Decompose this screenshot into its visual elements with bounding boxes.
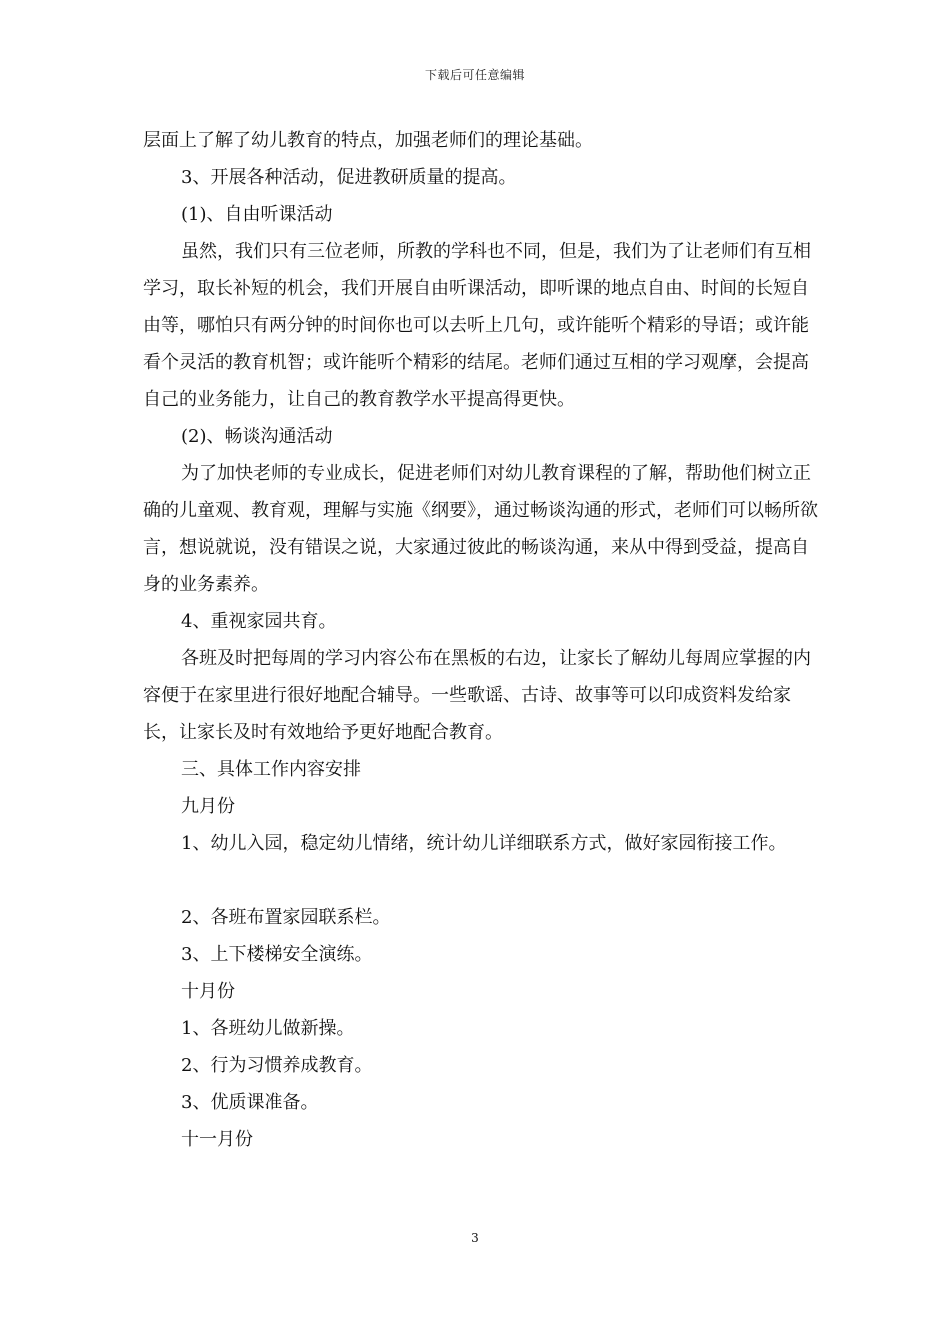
list-item-october-3: 3、优质课准备。 [181,1092,319,1113]
section-heading-home-school: 4、重视家园共育。 [181,611,337,632]
blank-line [143,862,823,899]
paragraph-continuation: 层面上了解了幼儿教育的特点，加强老师们的理论基础。 [143,130,593,151]
month-heading-november: 十一月份 [181,1129,253,1150]
list-item-september-3: 3、上下楼梯安全演练。 [181,944,373,965]
list-item-september-2: 2、各班布置家园联系栏。 [181,907,391,928]
paragraph-communication: 为了加快老师的专业成长，促进老师们对幼儿教育课程的了解，帮助他们树立正确的儿童观、教育观，理解与实施《纲要》，通过畅谈沟通的形式，老师们可以畅所欲言，想说就说，没有错误之说，大家通过彼此的畅谈沟通，来从中得到受益，提高自身的业务素养。 [143,463,818,595]
section-heading-schedule: 三、具体工作内容安排 [181,759,361,780]
list-item-september-1: 1、幼儿入园，稳定幼儿情绪，统计幼儿详细联系方式，做好家园衔接工作。 [181,833,787,854]
page-header: 下载后可任意编辑 [424,68,525,82]
page-number: 3 [471,1231,479,1245]
paragraph-home-school: 各班及时把每周的学习内容公布在黑板的右边，让家长了解幼儿每周应掌握的内容便于在家里进行很好地配合辅导。一些歌谣、古诗、故事等可以印成资料发给家长，让家长及时有效地给予更好地配合教育。 [143,648,811,743]
paragraph-free-observation: 虽然，我们只有三位老师，所教的学科也不同，但是，我们为了让老师们有互相学习，取长补短的机会，我们开展自由听课活动，即听课的地点自由、时间的长短自由等，哪怕只有两分钟的时间你也可以去听上几句，或许能听个精彩的导语；或许能看个灵活的教育机智；或许能听个精彩的结尾。老师们通过互相的学习观摩，会提高自己的业务能力，让自己的教育教学水平提高得更快。 [143,241,811,410]
list-item-october-2: 2、行为习惯养成教育。 [181,1055,373,1076]
month-heading-september: 九月份 [181,796,235,817]
section-heading-activities: 3、开展各种活动，促进教研质量的提高。 [181,167,517,188]
subheading-communication: (2)、畅谈沟通活动 [181,426,333,447]
subheading-free-observation: (1)、自由听课活动 [181,204,333,225]
document-body [143,122,823,1158]
list-item-october-1: 1、各班幼儿做新操。 [181,1018,355,1039]
month-heading-october: 十月份 [181,981,235,1002]
